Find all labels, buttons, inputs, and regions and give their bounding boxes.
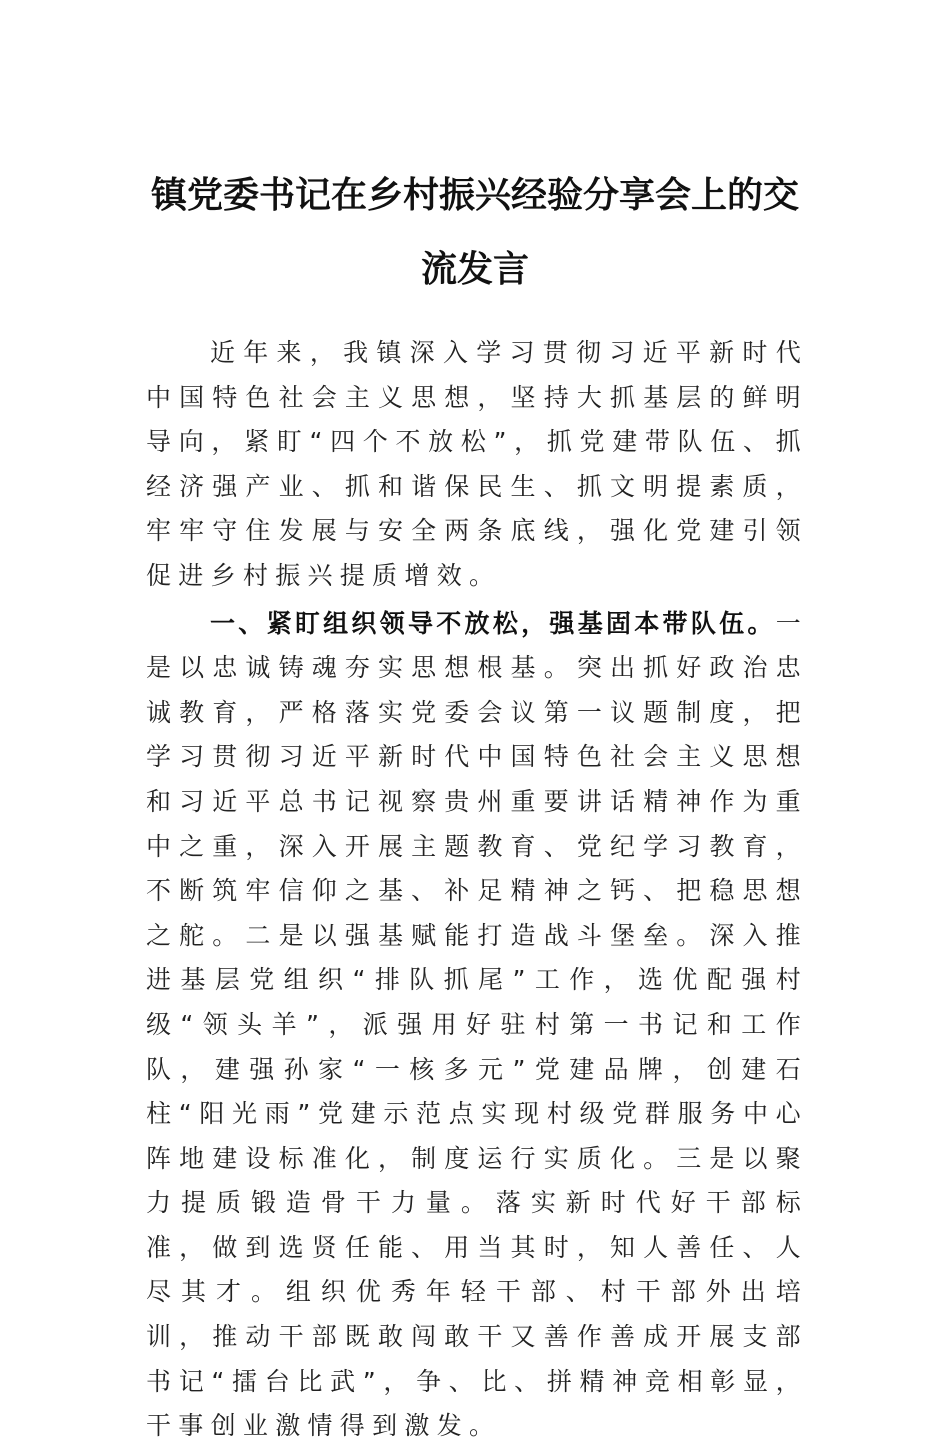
section-paragraph: [146, 602, 808, 1449]
document-title: 镇党委书记在乡村振兴经验分享会上的交流发言: [150, 174, 799, 290]
paragraph-text: 近年来，我镇深入学习贯彻习近平新时代中国特色社会主义思想，坚持大抓基层的鲜明导向，紧盯“四个不放松”，抓党建带队伍、抓经济强产业、抓和谐保民生、抓文明提素质，牢牢守住发展与安全两条底线，强化党建引领促进乡村振兴提质增效。: [146, 338, 808, 590]
intro-paragraph: [146, 331, 808, 599]
paragraph-text: 一是以忠诚铸魂夯实思想根基。突出抓好政治忠诚教育，严格落实党委会议第一议题制度，把学习贯彻习近平新时代中国特色社会主义思想和习近平总书记视察贵州重要讲话精神作为重中之重，深入开展主题教育、党纪学习教育，不断筑牢信仰之基、补足精神之钙、把稳思想之舵。二是以强基赋能打造战斗堡垒。深入推进基层党组织“排队抓尾”工作，选优配强村级“领头羊”，派强用好驻村第一书记和工作队，建强孙家“一核多元”党建品牌，创建石柱“阳光雨”党建示范点实现村级党群服务中心阵地建设标准化，制度运行实质化。三是以聚力提质锻造骨干力量。落实新时代好干部标准，做到选贤任能、用当其时，知人善任、人尽其才。组织优秀年轻干部、村干部外出培训，推动干部既敢闯敢干又善作善成开展支部书记“擂台比武”，争、比、拼精神竞相彰显，干事创业激情得到激发。: [146, 608, 808, 1441]
section-heading: 一、紧盯组织领导不放松，强基固本带队伍。: [210, 608, 776, 638]
document-body: [146, 331, 808, 1449]
